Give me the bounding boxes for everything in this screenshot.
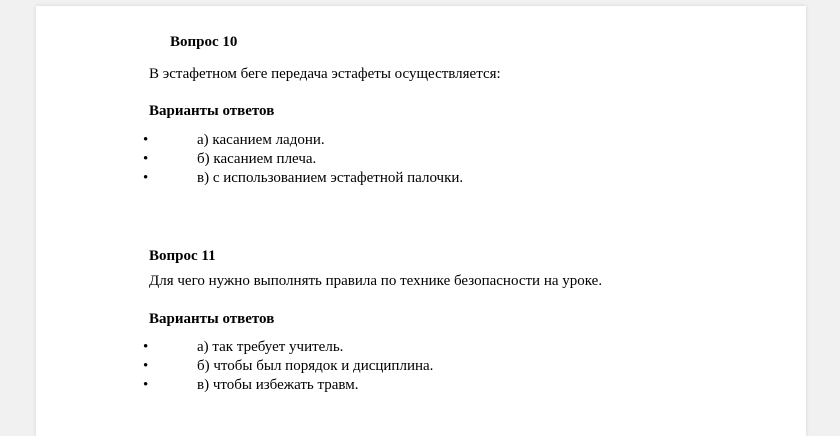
document-page <box>36 6 806 436</box>
answer-text: а) касанием ладони. <box>197 132 325 148</box>
answer-text: б) касанием плеча. <box>197 151 317 167</box>
answer-text: в) чтобы избежать травм. <box>197 377 359 393</box>
question-title: Вопрос 11 <box>149 248 216 264</box>
question-text: В эстафетном беге передача эстафеты осуществляется: <box>149 66 501 82</box>
question-title: Вопрос 10 <box>170 34 238 50</box>
bullet-icon: • <box>143 151 149 167</box>
answer-text: в) с использованием эстафетной палочки. <box>197 170 464 186</box>
answer-text: б) чтобы был порядок и дисциплина. <box>197 358 434 374</box>
bullet-icon: • <box>143 132 149 148</box>
question-text: Для чего нужно выполнять правила по технике безопасности на уроке. <box>149 273 603 289</box>
bullet-icon: • <box>143 377 149 393</box>
answers-title: Варианты ответов <box>149 103 275 119</box>
bullet-icon: • <box>143 170 149 186</box>
answers-title: Варианты ответов <box>149 311 275 327</box>
bullet-icon: • <box>143 358 149 374</box>
answer-text: а) так требует учитель. <box>197 339 344 355</box>
bullet-icon: • <box>143 339 149 355</box>
